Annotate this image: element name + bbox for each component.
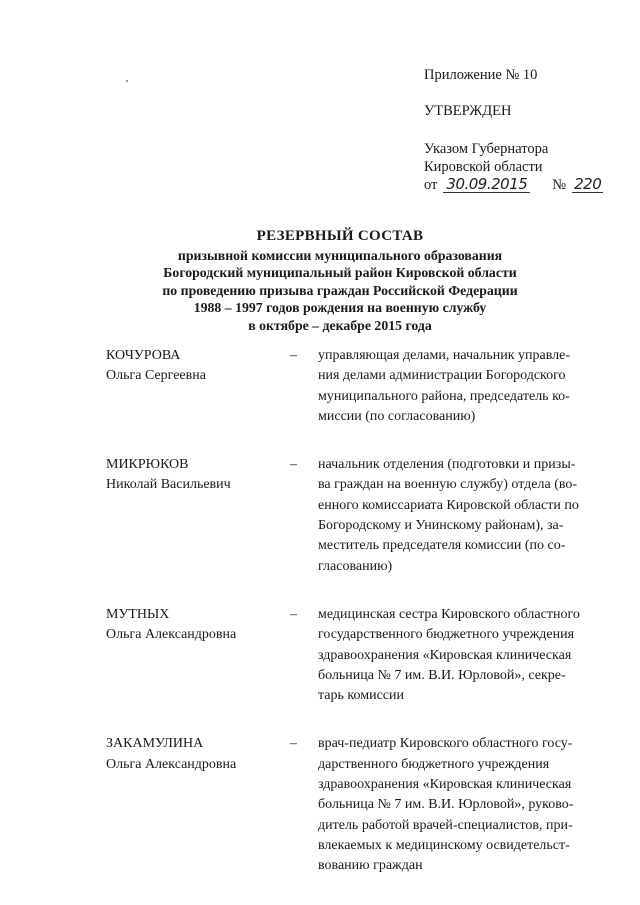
role-line: муниципального района, председатель ко- (318, 388, 570, 404)
member-surname: ЗАКАМУЛИНА (106, 736, 204, 752)
member-role (318, 455, 596, 577)
approved-label: УТВЕРЖДЕН (424, 103, 512, 119)
appendix-label: Приложение № 10 (424, 67, 538, 83)
document-title: РЕЗЕРВНЫЙ СОСТАВ (256, 228, 424, 244)
member-name (106, 455, 286, 577)
heading-line-4: 1988 – 1997 годов рождения на военную службу (193, 300, 487, 315)
member-role (318, 734, 596, 876)
role-line: дитель работой врачей-специалистов, при- (318, 817, 573, 833)
member-given-names: Ольга Сергеевна (106, 368, 206, 384)
member-entry (106, 734, 596, 876)
date-prefix: от (424, 177, 438, 193)
member-given-names: Ольга Александровна (106, 756, 237, 772)
member-surname: МУТНЫХ (106, 606, 170, 622)
role-line: вованию граждан (318, 858, 423, 874)
role-line: здравоохранения «Кировская клиническая (318, 777, 572, 793)
role-line: ния делами администрации Богородского (318, 368, 566, 384)
member-entry (106, 346, 596, 427)
member-dash: – (290, 457, 297, 473)
member-dash: – (290, 606, 297, 622)
member-entry (106, 605, 596, 706)
role-line: здравоохранения «Кировская клиническая (318, 647, 572, 663)
role-line: меститель председателя комиссии (по со- (318, 538, 566, 554)
role-line: тарь комиссии (318, 688, 404, 704)
heading-line-1: призывной комиссии муниципального образования (177, 247, 503, 263)
handwritten-number: 220 (574, 175, 602, 193)
member-given-names: Ольга Александровна (106, 627, 237, 643)
role-line: начальник отделения (подготовки и призы- (318, 457, 576, 473)
member-role (318, 346, 596, 427)
role-line: влекаемых к медицинскому освидетельст- (318, 837, 570, 853)
members-list (106, 346, 596, 877)
approval-block (424, 66, 624, 194)
member-name (106, 734, 286, 876)
decree-line-2: Кировской области (424, 159, 543, 175)
number-label: № (552, 177, 567, 193)
decree-date-line (424, 176, 624, 194)
role-line: дарственного бюджетного учреждения (318, 756, 550, 772)
role-line: Богородскому и Унинскому районам), за- (318, 518, 564, 534)
role-line: больница № 7 им. В.И. Юрловой», руково- (318, 797, 574, 813)
member-role (318, 605, 596, 706)
role-line: медицинская сестра Кировского областного (318, 606, 580, 622)
role-line: гласованию) (318, 558, 393, 574)
role-line: миссии (по согласованию) (318, 408, 476, 424)
member-dash: – (290, 736, 297, 752)
document-heading (120, 228, 560, 334)
member-surname: МИКРЮКОВ (106, 457, 189, 473)
member-entry (106, 455, 596, 577)
member-name (106, 346, 286, 427)
decree-line-1: Указом Губернатора (424, 141, 549, 157)
heading-line-5: в октябре – декабре 2015 года (248, 317, 432, 333)
member-surname: КОЧУРОВА (106, 348, 181, 363)
member-dash: – (290, 348, 297, 363)
role-line: ва граждан на военную службу) отдела (во- (318, 477, 578, 493)
role-line: енного комиссариата Кировской области по (318, 497, 579, 513)
scan-speck (126, 80, 128, 82)
handwritten-date: 30.09.2015 (443, 176, 530, 193)
heading-line-3: по проведению призыва граждан Российской Федерации (162, 282, 518, 298)
member-given-names: Николай Васильевич (106, 477, 231, 493)
heading-line-2: Богородский муниципальный район Кировской области (163, 265, 517, 280)
role-line: врач-педиатр Кировского областного госу- (318, 736, 573, 752)
member-name (106, 605, 286, 706)
role-line: больница № 7 им. В.И. Юрловой», секре- (318, 667, 566, 683)
role-line: государственного бюджетного учреждения (318, 627, 575, 643)
role-line: управляющая делами, начальник управле- (318, 348, 571, 363)
